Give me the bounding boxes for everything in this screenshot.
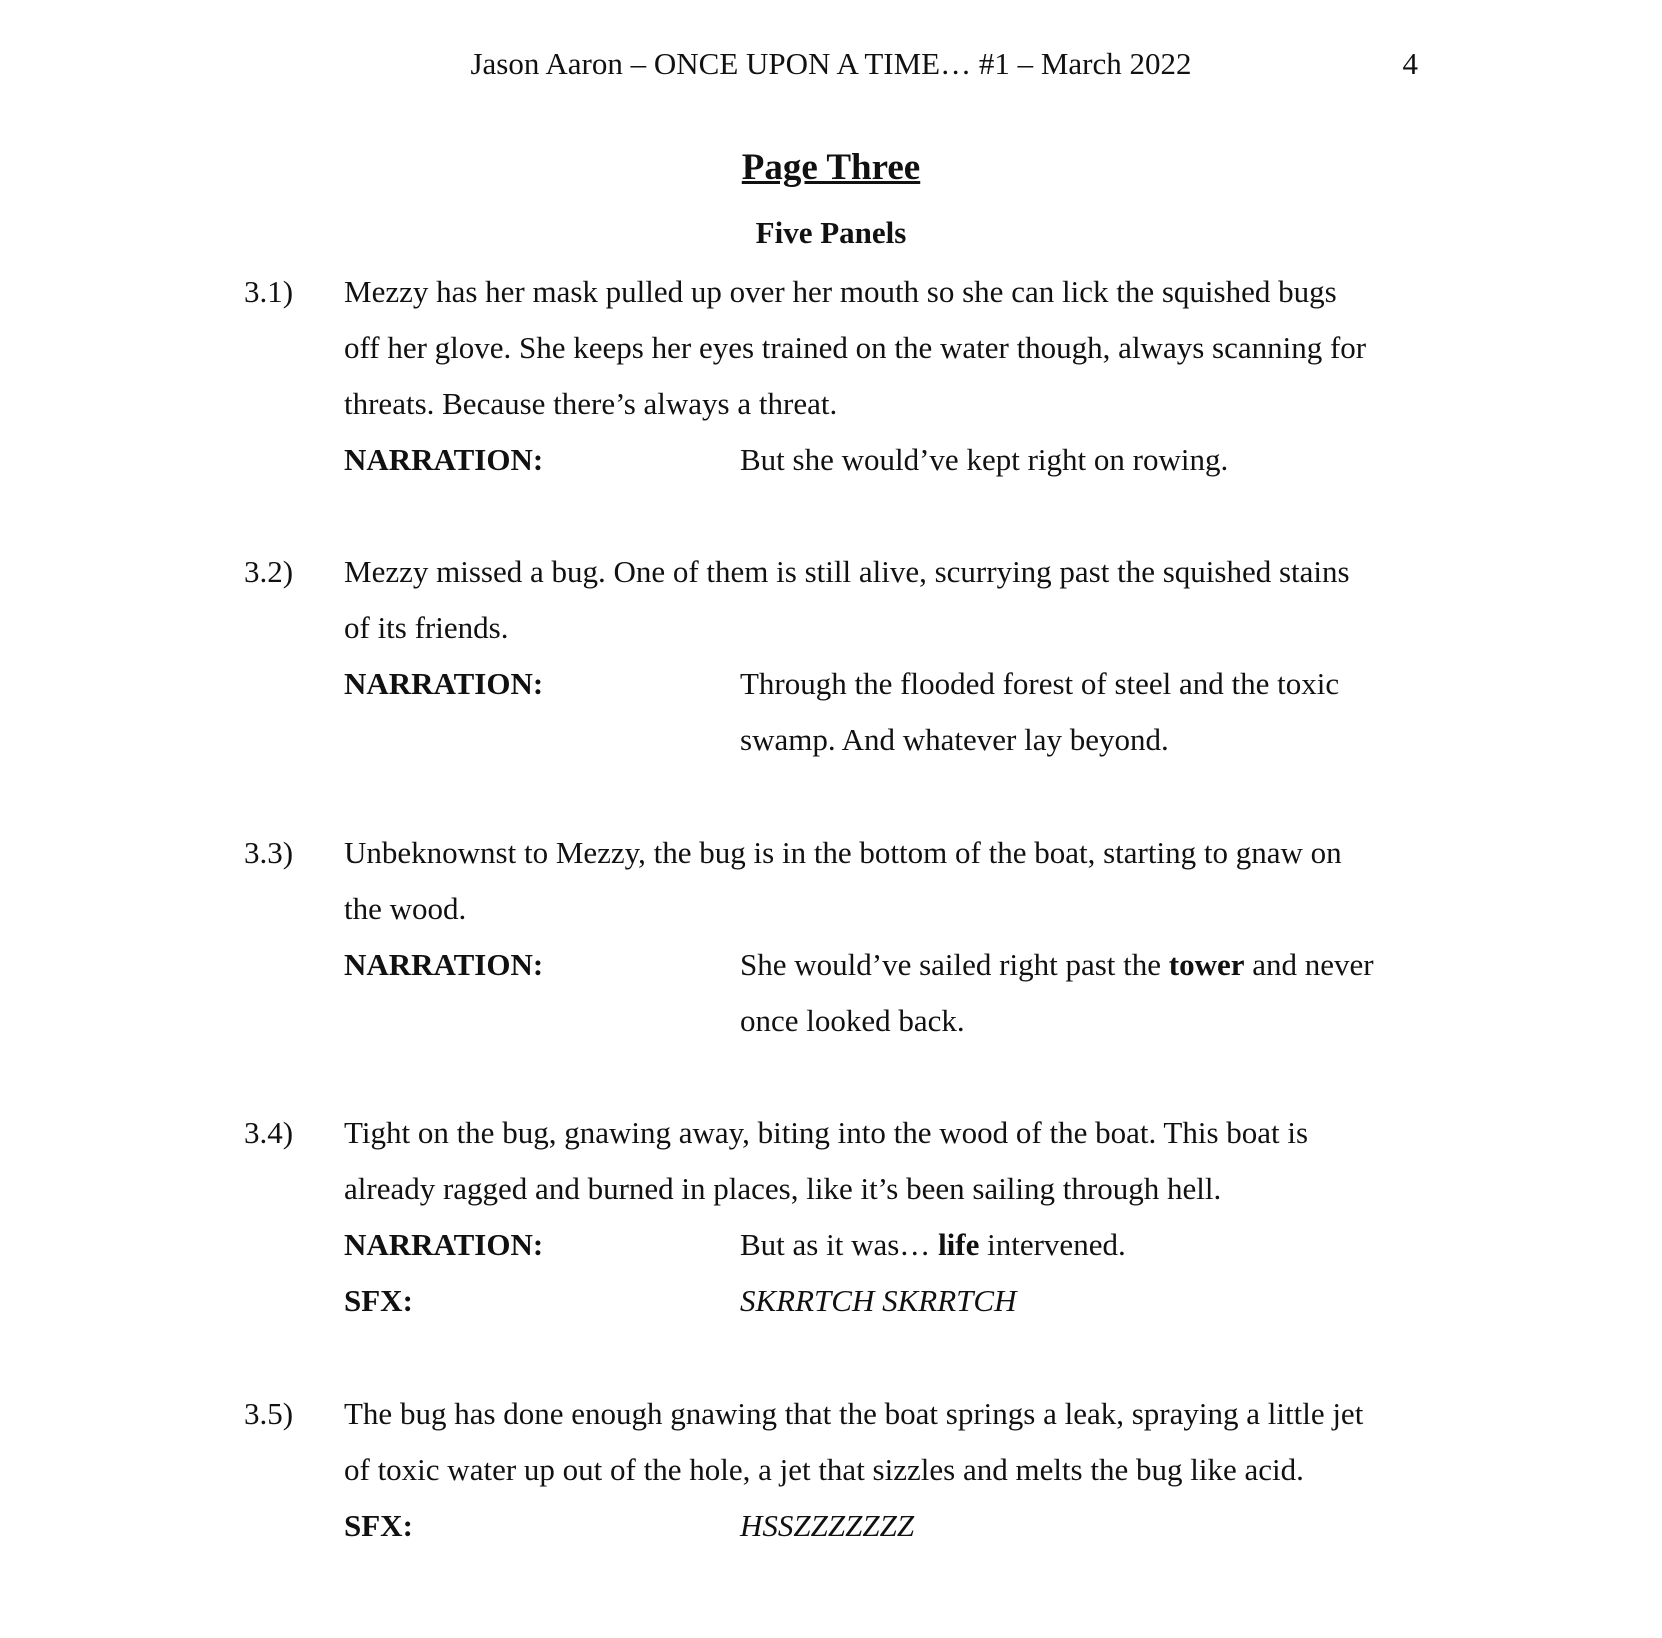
dialogue-line [0,937,1662,993]
narration-text: swamp. And whatever lay beyond. [740,722,1169,757]
speaker-label: NARRATION: [344,1227,544,1262]
narration-text: But she would’ve kept right on rowing. [740,442,1229,477]
narration-text-part: intervened. [979,1227,1126,1262]
page-header [0,46,1662,90]
speaker-label: NARRATION: [344,947,544,982]
panel-description: Mezzy missed a bug. One of them is still alive, scurrying past the squished stains of its friends. [344,554,1350,645]
panel-description: Unbeknownst to Mezzy, the bug is in the bottom of the boat, starting to gnaw on the wood. [344,835,1342,926]
dialogue-line-continued [0,993,1662,1049]
narration-emphasis: life [938,1227,980,1262]
speaker-label: SFX: [344,1283,413,1318]
narration-emphasis: tower [1168,947,1245,982]
header-title: Jason Aaron – ONCE UPON A TIME… #1 – March 2022 [470,46,1192,81]
narration-text: Through the flooded forest of steel and the toxic [740,666,1340,701]
narration-text-part: and never [1244,947,1374,982]
panel-number: 3.1) [244,274,294,309]
panel-description: The bug has done enough gnawing that the boat springs a leak, spraying a little jet of toxic water up out of the hole, a jet that sizzles and melts the bug like acid. [344,1396,1364,1487]
dialogue-line [0,1217,1662,1273]
speaker-label: NARRATION: [344,666,544,701]
dialogue-line [0,656,1662,712]
panel-description: Tight on the bug, gnawing away, biting into the wood of the boat. This boat is already ragged and burned in places, like it’s been sailing through hell. [344,1115,1309,1206]
panel-number: 3.3) [244,835,294,870]
panel-number: 3.5) [244,1396,294,1431]
sfx-text: SKRRTCH SKRRTCH [740,1283,1017,1318]
speaker-label: NARRATION: [344,442,544,477]
narration-text [740,1217,1440,1273]
narration-text [740,937,1440,993]
page-heading: Page Three [741,147,921,188]
narration-text-part: But as it was… [740,1227,939,1262]
narration-text-part: She would’ve sailed right past the [740,947,1169,982]
dialogue-line [0,432,1662,488]
page-number: 4 [1402,46,1418,81]
sfx-text: HSSZZZZZZZ [740,1508,915,1543]
dialogue-line-continued [0,712,1662,768]
speaker-label: SFX: [344,1508,413,1543]
panel-number: 3.2) [244,554,294,589]
panel-description: Mezzy has her mask pulled up over her mouth so she can lick the squished bugs off her glove. She keeps her eyes trained on the water though, always scanning for threats. Because there’s always a threat. [344,274,1367,421]
panel-count: Five Panels [755,215,907,250]
panel-number: 3.4) [244,1115,294,1150]
narration-text: once looked back. [740,1003,965,1038]
sfx-line [0,1273,1662,1329]
sfx-line [0,1498,1662,1554]
